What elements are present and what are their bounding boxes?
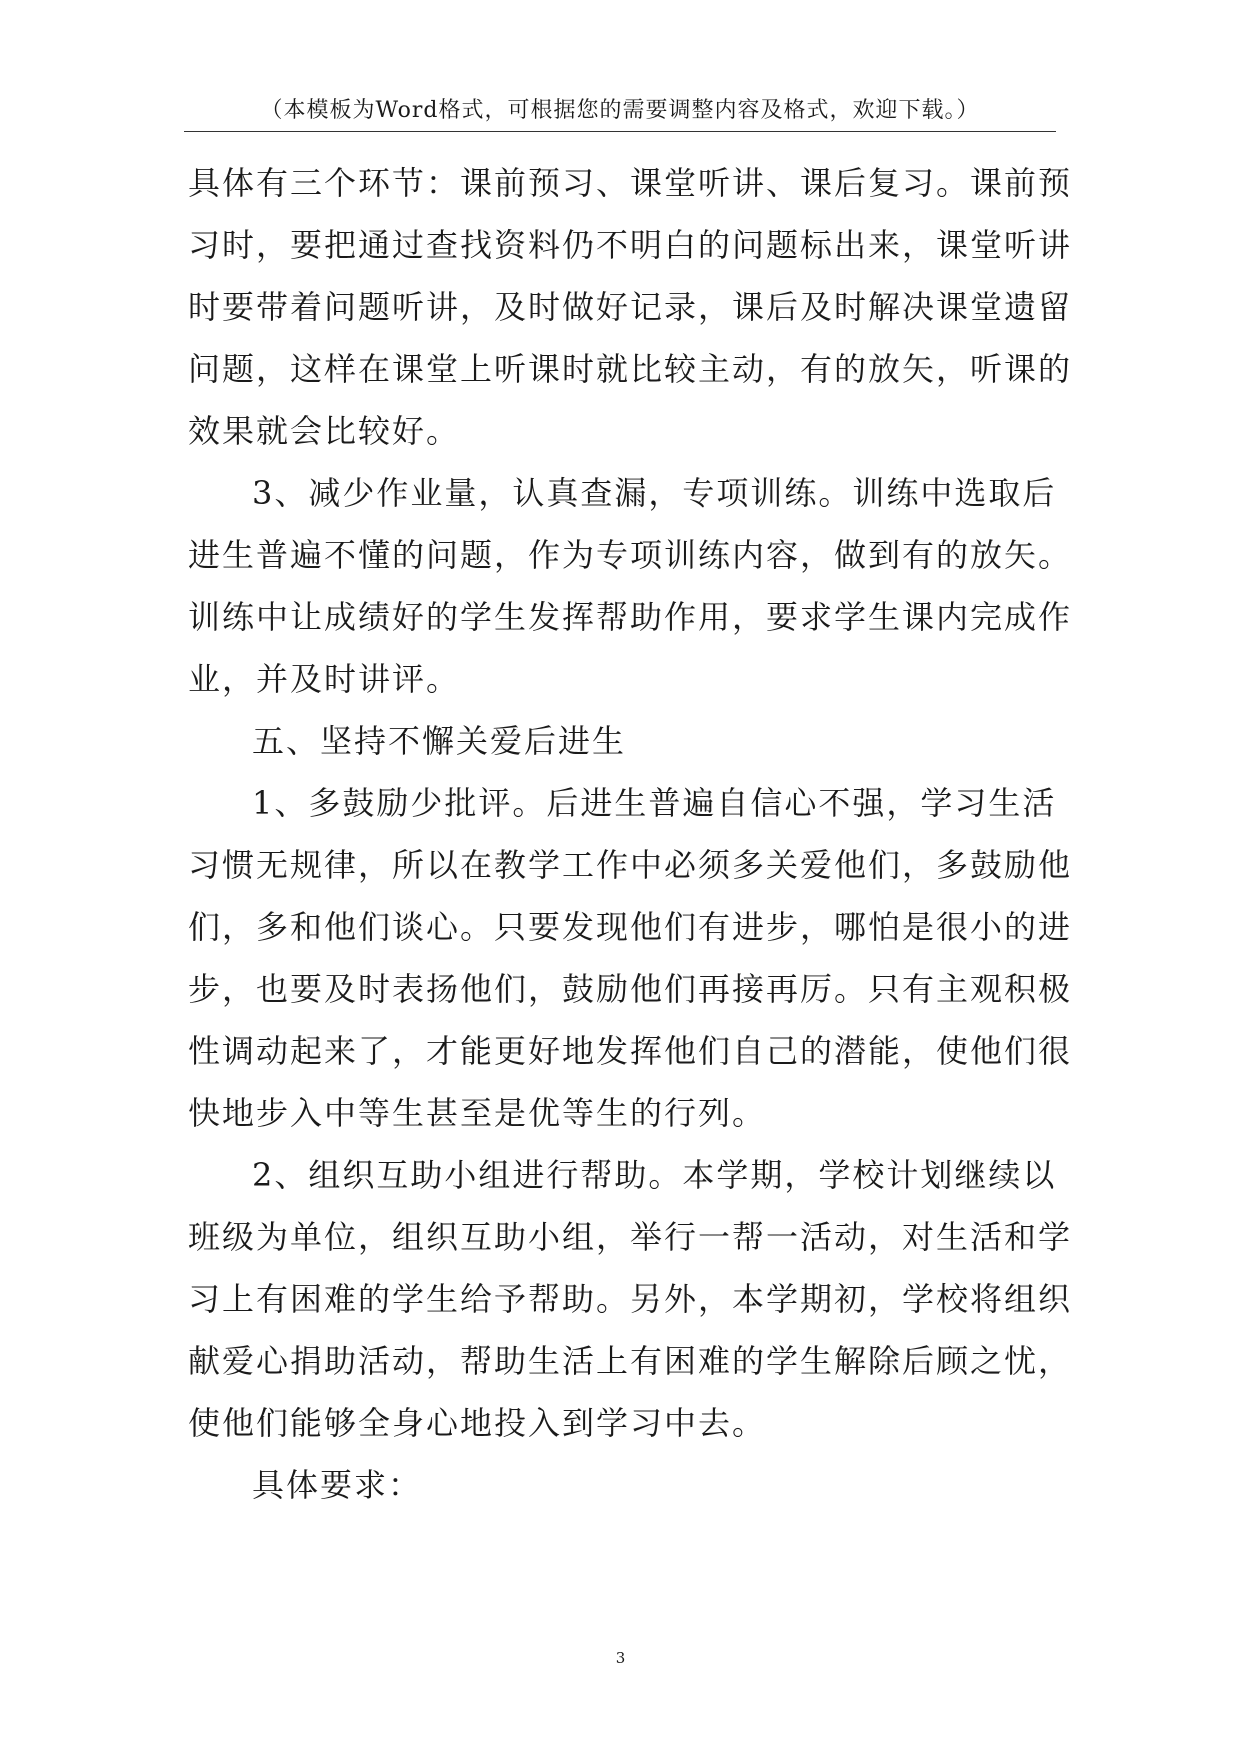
section-heading: 五、坚持不懈关爱后进生 (252, 722, 627, 760)
text-line: 进生普遍不懂的问题，作为专项训练内容，做到有的放矢。 (188, 536, 1073, 574)
text-line: 性调动起来了，才能更好地发挥他们自己的潜能，使他们很 (188, 1032, 1073, 1070)
text-line: 问题，这样在课堂上听课时就比较主动，有的放矢，听课的 (188, 350, 1073, 388)
text-line: 业，并及时讲评。 (188, 660, 461, 698)
text-line: 献爱心捐助活动，帮助生活上有困难的学生解除后顾之忧， (188, 1342, 1073, 1380)
text-line: 快地步入中等生甚至是优等生的行列。 (188, 1094, 767, 1132)
text-line: 们，多和他们谈心。只要发现他们有进步，哪怕是很小的进 (188, 908, 1073, 946)
paragraph-start-line: 1、多鼓励少批评。后进生普遍自信心不强，学习生活 (252, 784, 1057, 822)
text-line: 效果就会比较好。 (188, 412, 461, 450)
paragraph-start-line: 3、减少作业量，认真查漏，专项训练。训练中选取后 (252, 474, 1057, 512)
header-divider (184, 131, 1056, 132)
text-line: 步，也要及时表扬他们，鼓励他们再接再厉。只有主观积极 (188, 970, 1073, 1008)
document-body (188, 152, 1073, 1516)
document-header-note: （本模板为Word格式，可根据您的需要调整内容及格式，欢迎下载。） (260, 98, 980, 123)
text-line: 习时，要把通过查找资料仍不明白的问题标出来，课堂听讲 (188, 226, 1073, 264)
text-line: 具体有三个环节：课前预习、课堂听讲、课后复习。课前预 (188, 164, 1073, 202)
text-line: 习惯无规律，所以在教学工作中必须多关爱他们，多鼓励他 (188, 846, 1073, 884)
text-line: 时要带着问题听讲，及时做好记录，课后及时解决课堂遗留 (188, 288, 1073, 326)
page-number: 3 (615, 1649, 626, 1667)
paragraph-start-line: 具体要求： (252, 1466, 423, 1504)
text-line: 使他们能够全身心地投入到学习中去。 (188, 1404, 767, 1442)
text-line: 习上有困难的学生给予帮助。另外，本学期初，学校将组织 (188, 1280, 1073, 1318)
text-line: 班级为单位，组织互助小组，举行一帮一活动，对生活和学 (188, 1218, 1073, 1256)
text-line: 训练中让成绩好的学生发挥帮助作用，要求学生课内完成作 (188, 598, 1073, 636)
paragraph-start-line: 2、组织互助小组进行帮助。本学期，学校计划继续以 (252, 1156, 1057, 1194)
